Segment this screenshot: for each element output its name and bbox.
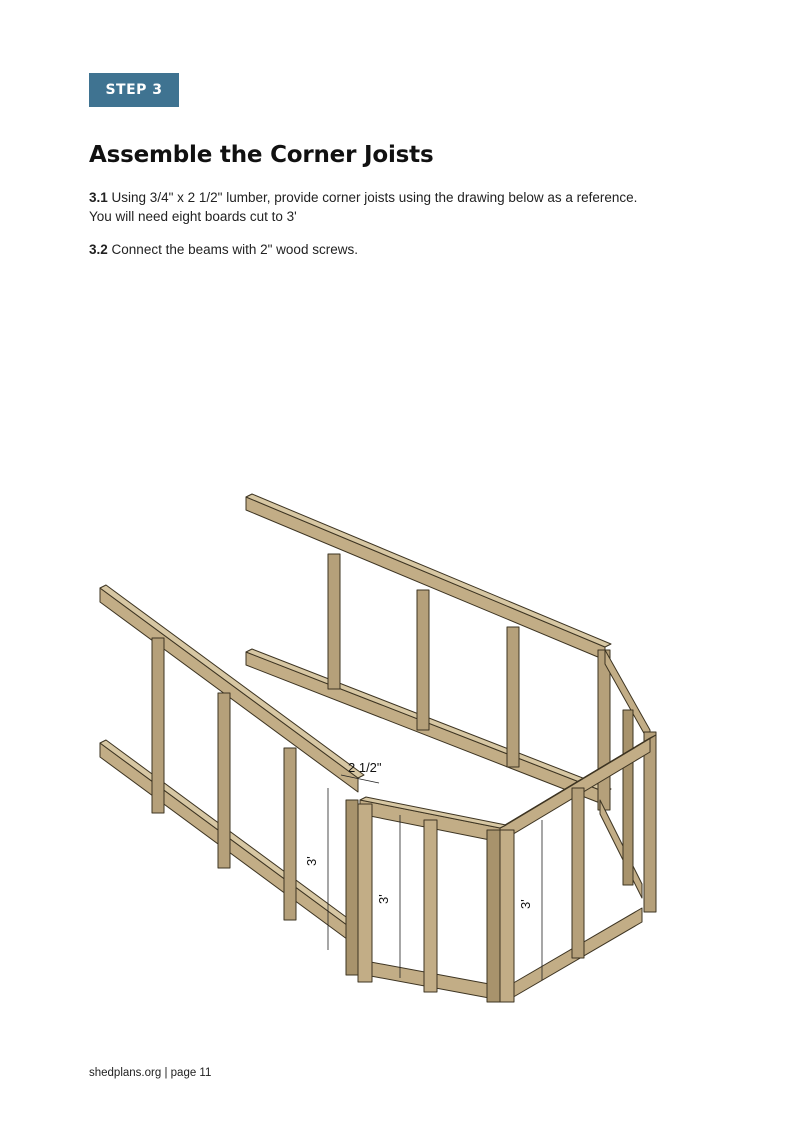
left-post (218, 693, 230, 868)
mid-post (424, 820, 437, 992)
wood-frame (100, 494, 656, 1002)
left-post (284, 748, 296, 920)
corner-joist-drawing (60, 470, 740, 1030)
back-post (507, 627, 519, 767)
left-post (152, 638, 164, 813)
corner-post (346, 800, 358, 975)
instruction-number: 3.2 (89, 242, 108, 257)
right-lower-brace (600, 800, 642, 898)
dim-height-label-3: 3' (518, 899, 533, 909)
footer-separator: | (164, 1067, 168, 1079)
right-post (623, 710, 633, 885)
dim-width-label: 2 1/2" (348, 760, 382, 775)
instruction-3-1 (89, 188, 729, 226)
instruction-text-line2: You will need eight boards cut to 3' (89, 209, 297, 224)
footer-page-number: page 11 (170, 1067, 212, 1079)
corner-post (487, 830, 500, 1002)
page-title: Assemble the Corner Joists (89, 142, 434, 168)
corner-post (358, 804, 372, 982)
instruction-3-2 (89, 240, 729, 259)
dim-height-label-2: 3' (376, 894, 391, 904)
back-post (598, 650, 610, 810)
step-badge: STEP 3 (89, 73, 179, 107)
back-post (328, 554, 340, 689)
corner-post (500, 830, 514, 1002)
instruction-number: 3.1 (89, 190, 108, 205)
dim-height-label-1: 3' (304, 856, 319, 866)
front-right-post (572, 788, 584, 958)
instruction-text: Connect the beams with 2" wood screws. (111, 242, 358, 257)
right-post (644, 732, 656, 912)
page-footer (89, 1067, 211, 1079)
back-post (417, 590, 429, 730)
footer-site: shedplans.org (89, 1067, 162, 1079)
instruction-text: Using 3/4" x 2 1/2" lumber, provide corner joists using the drawing below as a reference. (111, 190, 638, 205)
